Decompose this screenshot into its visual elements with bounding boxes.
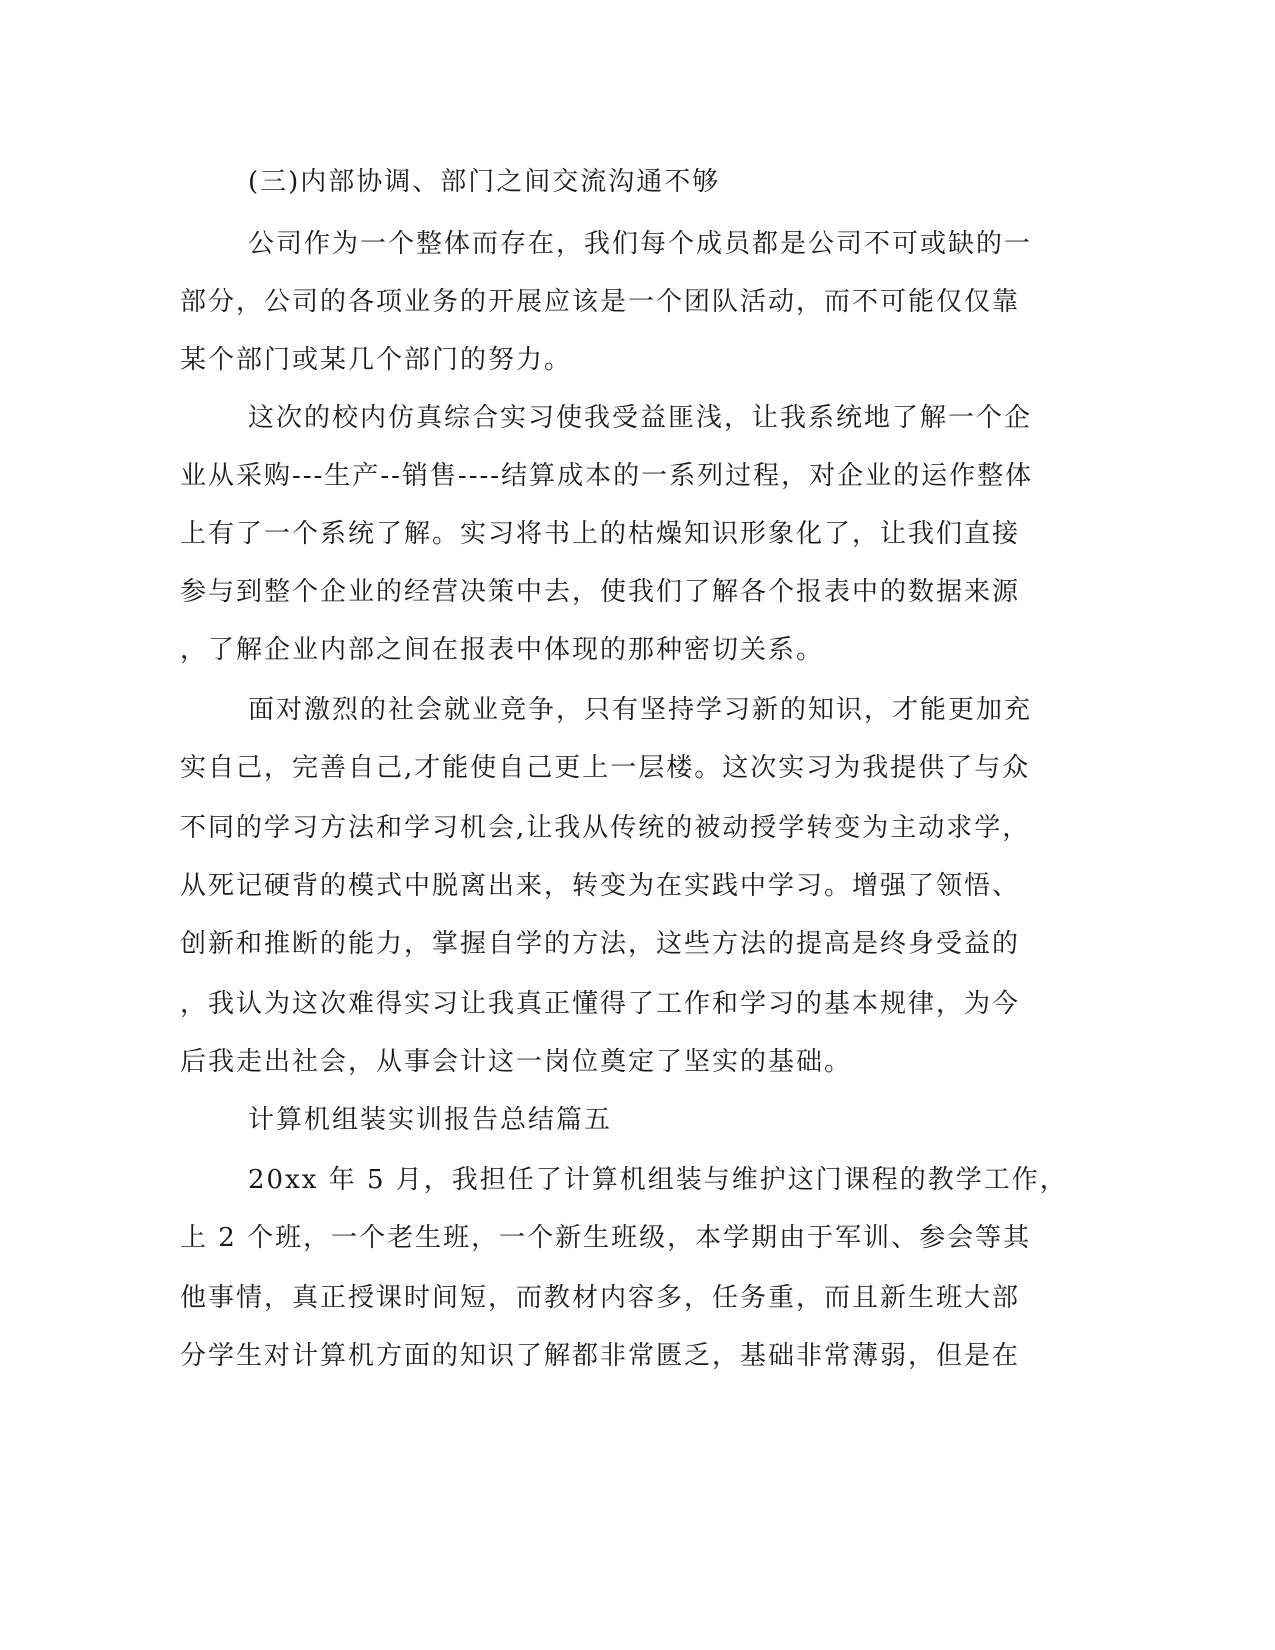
paragraph-line: 业从采购---生产--销售----结算成本的一系列过程，对企业的运作整体 [180, 461, 1034, 491]
section-heading: (三)内部协调、部门之间交流沟通不够 [248, 167, 721, 197]
paragraph-line: 公司作为一个整体而存在，我们每个成员都是公司不可或缺的一 [248, 229, 1033, 259]
paragraph-line: 部分，公司的各项业务的开展应该是一个团队活动，而不可能仅仅靠 [180, 287, 1021, 317]
paragraph-line: 分学生对计算机方面的知识了解都非常匮乏，基础非常薄弱，但是在 [180, 1341, 1021, 1371]
paragraph-line: 面对激烈的社会就业竞争，只有坚持学习新的知识，才能更加充 [248, 695, 1033, 725]
paragraph-line: 不同的学习方法和学习机会,让我从传统的被动授学转变为主动求学， [180, 813, 1031, 843]
paragraph-line: 他事情，真正授课时间短，而教材内容多，任务重，而且新生班大部 [180, 1283, 1021, 1313]
paragraph-line: 参与到整个企业的经营决策中去，使我们了解各个报表中的数据来源 [180, 577, 1021, 607]
paragraph-line: 这次的校内仿真综合实习使我受益匪浅，让我系统地了解一个企 [248, 403, 1033, 433]
paragraph-line: 某个部门或某几个部门的努力。 [180, 345, 573, 375]
paragraph-line: 20xx 年 5 月，我担任了计算机组装与维护这门课程的教学工作， [248, 1165, 1068, 1195]
paragraph-line: 上有了一个系统了解。实习将书上的枯燥知识形象化了，让我们直接 [180, 519, 1021, 549]
paragraph-line: 创新和推断的能力，掌握自学的方法，这些方法的提高是终身受益的 [180, 929, 1021, 959]
paragraph-line: 后我走出社会，从事会计这一岗位奠定了坚实的基础。 [180, 1047, 853, 1077]
paragraph-line: 实自己，完善自己,才能使自己更上一层楼。这次实习为我提供了与众 [180, 753, 1031, 783]
paragraph-line: 从死记硬背的模式中脱离出来，转变为在实践中学习。增强了领悟、 [180, 871, 1021, 901]
paragraph-line: ，了解企业内部之间在报表中体现的那种密切关系。 [180, 635, 825, 665]
paragraph-line: ，我认为这次难得实习让我真正懂得了工作和学习的基本规律，为今 [180, 989, 1021, 1019]
paragraph-line: 上 2 个班，一个老生班，一个新生班级，本学期由于军训、参会等其 [180, 1223, 1032, 1253]
section-heading: 计算机组装实训报告总结篇五 [248, 1105, 613, 1135]
